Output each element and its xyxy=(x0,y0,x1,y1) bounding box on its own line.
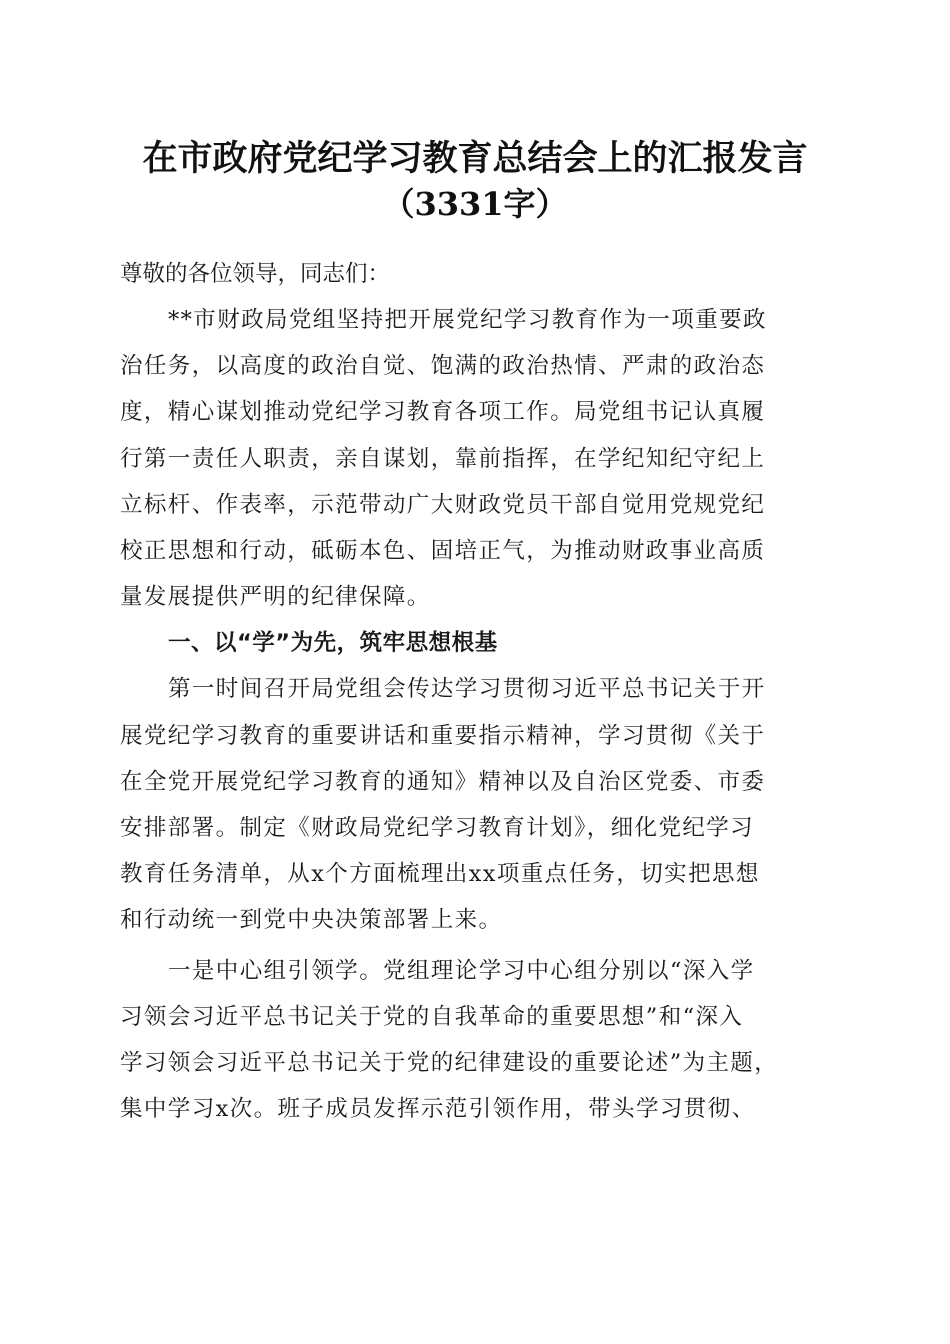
intro-paragraph xyxy=(120,297,835,620)
text-line: 校正思想和行动，砥砺本色、固培正气，为推动财政事业高质 xyxy=(120,538,766,565)
text-line: 行第一责任人职责，亲自谋划，靠前指挥，在学纪知纪守纪上 xyxy=(120,445,766,472)
text-line: 治任务，以高度的政治自觉、饱满的政治热情、严肃的政治态 xyxy=(120,353,766,380)
text-line: 量发展提供严明的纪律保障。 xyxy=(120,584,431,611)
text-line: 度，精心谋划推动党纪学习教育各项工作。局党组书记认真履 xyxy=(120,399,766,426)
text-line: 立标杆、作表率，示范带动广大财政党员干部自觉用党规党纪 xyxy=(120,491,766,518)
text-line: 习领会习近平总书记关于党的自我革命的重要思想”和“深入 xyxy=(120,1003,744,1030)
section-1-paragraph xyxy=(120,666,835,943)
salutation: 尊敬的各位领导，同志们： xyxy=(120,261,391,287)
text-line: 展党纪学习教育的重要讲话和重要指示精神，学习贯彻《关于 xyxy=(120,722,766,749)
text-line: **市财政局党组坚持把开展党纪学习教育作为一项重要政 xyxy=(168,307,767,333)
document-title: 在市政府党纪学习教育总结会上的汇报发言 xyxy=(142,138,808,179)
text-line: 第一时间召开局党组会传达学习贯彻习近平总书记关于开 xyxy=(168,676,766,703)
point-1-text: 党组理论学习中心组分别以“深入学 xyxy=(383,957,755,984)
text-line: 在全党开展党纪学习教育的通知》精神以及自治区党委、市委 xyxy=(120,768,766,795)
text-line xyxy=(120,948,835,994)
section-heading-1: 一、以“学”为先，筑牢思想根基 xyxy=(168,630,498,657)
text-line: 学习领会习近平总书记关于党的纪律建设的重要论述”为主题， xyxy=(120,1050,779,1077)
text-line: 和行动统一到党中央决策部署上来。 xyxy=(120,907,503,934)
document-word-count: （3331字） xyxy=(382,185,568,223)
text-line: 安排部署。制定《财政局党纪学习教育计划》，细化党纪学习 xyxy=(120,815,755,842)
point-1-paragraph xyxy=(120,948,835,1133)
text-line: 集中学习x次。班子成员发挥示范引领作用，带头学习贯彻、 xyxy=(120,1096,756,1123)
text-line: 教育任务清单，从x个方面梳理出xx项重点任务，切实把思想 xyxy=(120,861,760,888)
document-body xyxy=(120,251,835,1132)
point-1-lead: 一是中心组引领学。 xyxy=(168,957,384,984)
